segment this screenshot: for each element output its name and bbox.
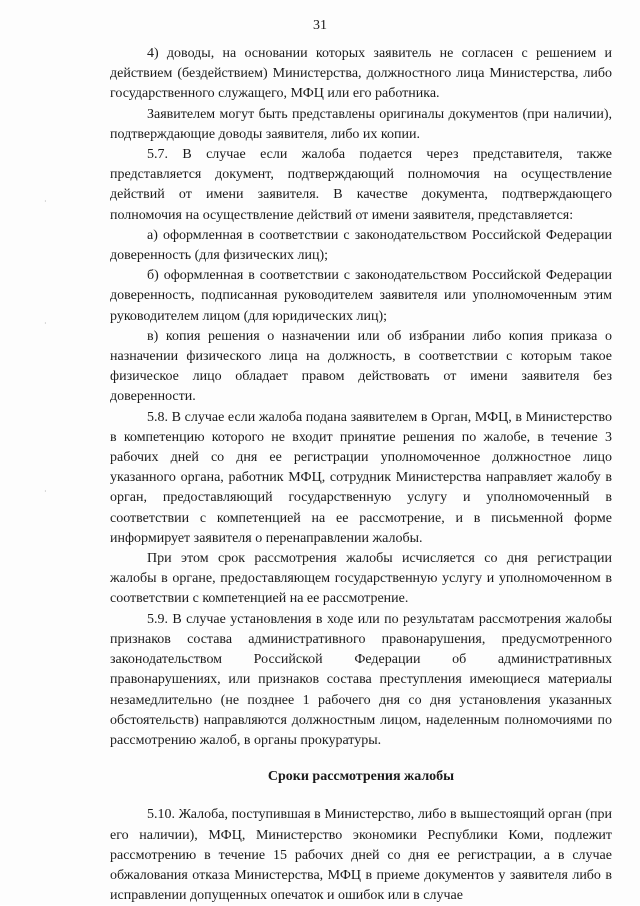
paragraph: При этом срок рассмотрения жалобы исчисляется со дня регистрации жалобы в органе, предоставляющем государственную услугу и уполномоченном в соответствии с компетенцией на ее рассмотрение. [110, 551, 612, 607]
page-number: 31 [313, 18, 327, 33]
paragraph: 4) доводы, на основании которых заявитель не согласен с решением и действием (бездействием) Министерства, должностного лица Министерства, либо государственного служащего, МФЦ или его работника. [110, 46, 612, 102]
margin-tick-mark: · [44, 319, 47, 328]
paragraph: в) копия решения о назначении или об избрании либо копия приказа о назначении физического лица на должность, в соответствии с которым такое физическое лицо обладает правом действовать от имени заявителя без доверенности. [110, 328, 612, 405]
paragraph: а) оформленная в соответствии с законодательством Российской Федерации доверенность (для физических лиц); [110, 227, 612, 264]
margin-tick-mark: · [44, 197, 47, 206]
paragraph: 5.10. Жалоба, поступившая в Министерство, либо в вышестоящий орган (при его наличии), МФЦ, Министерство экономики Республики Коми, подлежит рассмотрению в течение 15 рабочих дней со дня ее регистрации, а в случае обжалования отказа Министерства, МФЦ в приеме документов у заявителя либо в исправлении допущенных опечаток и ошибок или в случае [110, 807, 612, 904]
paragraph: 5.9. В случае установления в ходе или по результатам рассмотрения жалобы признаков состава административного правонарушения, предусмотренного законодательством Российской Федерации об административных правонарушениях, или признаков состава преступления имеющиеся материалы незамедлительно (не позднее 1 рабочего дня со дня установления указанных обстоятельств) направляются должностным лицом, наделенным полномочиями по рассмотрению жалоб, в органы прокуратуры. [110, 611, 612, 748]
paragraph: 5.7. В случае если жалоба подается через представителя, также представляется документ, подтверждающий полномочия на осуществление действий от имени заявителя. В качестве документа, подтверждающего полномочия на осуществление действий от имени заявителя, представляется: [110, 147, 612, 223]
document-body [110, 44, 612, 906]
section-heading: Сроки рассмотрения жалобы [267, 769, 455, 785]
paragraph: 5.8. В случае если жалоба подана заявителем в Орган, МФЦ, в Министерство в компетенцию которого не входит принятие решения по жалобе, в течение 3 рабочих дней со дня ее регистрации уполномоченное должностное лицо указанного органа, работник МФЦ, сотрудник Министерства направляет жалобу в орган, предоставляющий государственную услугу и уполномоченный в соответствии с компетенцией на ее рассмотрение, и в письменной форме информирует заявителя о перенаправлении жалобы. [110, 409, 612, 546]
margin-tick-mark: · [44, 487, 47, 496]
paragraph: б) оформленная в соответствии с законодательством Российской Федерации доверенность, подписанная руководителем заявителя или уполномоченным этим руководителем лицом (для юридических лиц); [110, 268, 612, 324]
paragraph: Заявителем могут быть представлены оригиналы документов (при наличии), подтверждающие доводы заявителя, либо их копии. [110, 106, 612, 142]
